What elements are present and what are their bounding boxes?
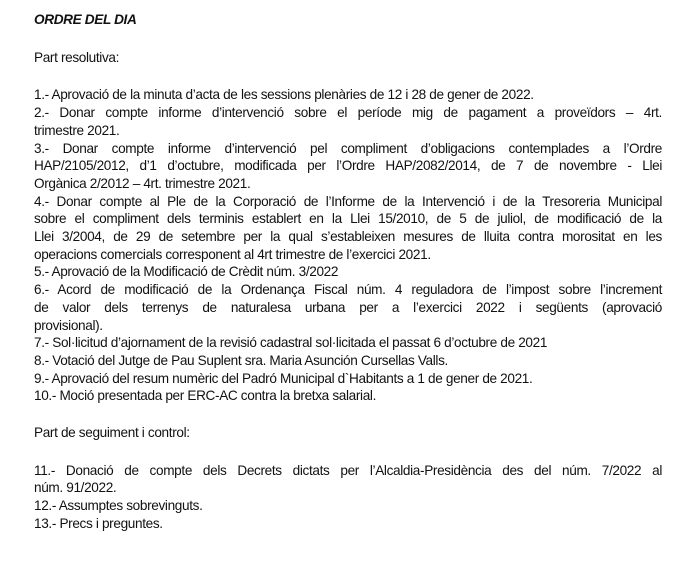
agenda-item-line: Llei 3/2004, de 29 de setembre per la qual s’estableixen mesures de lluita contra morositat en les: [34, 229, 662, 245]
agenda-item-line: núm. 91/2022.: [34, 480, 117, 496]
agenda-item-line: provisional).: [34, 317, 103, 333]
agenda-item-line: 5.- Aprovació de la Modificació de Crèdit núm. 3/2022: [34, 264, 339, 280]
agenda-item-line: 7.- Sol·licitud d’ajornament de la revisió cadastral sol·licitada el passat 6 d’octubre de 2021: [34, 335, 548, 351]
agenda-item: [34, 281, 662, 334]
agenda-item: [34, 263, 662, 281]
agenda-item: [34, 104, 662, 139]
agenda-item: [34, 193, 662, 264]
agenda-item-line: sobre el compliment dels terminis establert en la Llei 15/2010, de 5 de juliol, de modificació de la: [34, 211, 662, 227]
agenda-item-line: 1.- Aprovació de la minuta d’acta de les sessions plenàries de 12 i 28 de gener de 2022.: [34, 87, 534, 103]
section-heading-resolutiva: Part resolutiva:: [34, 49, 120, 65]
agenda-item-line: 11.- Donació de compte dels Decrets dictats per l’Alcaldia-Presidència des del núm. 7/2022 al: [34, 462, 662, 478]
agenda-item: [34, 352, 662, 370]
agenda-item-line: 3.- Donar compte informe d’intervenció pel compliment d’obligacions contemplades a l’Ordre: [34, 140, 662, 156]
agenda-item-line: 4.- Donar compte al Ple de la Corporació de l’Informe de la Intervenció i de la Tresoreria Municipal: [34, 193, 662, 209]
agenda-item-line: de valor dels terrenys de naturalesa urbana per a l’exercici 2022 i següents (aprovació: [34, 299, 662, 315]
agenda-item-line: 13.- Precs i preguntes.: [34, 515, 163, 531]
agenda-item-line: 2.- Donar compte informe d’intervenció sobre el període mig de pagament a proveïdors – 4rt.: [34, 105, 662, 121]
agenda-item-line: 10.- Moció presentada per ERC-AC contra la bretxa salarial.: [34, 388, 377, 404]
agenda-item-line: trimestre 2021.: [34, 122, 120, 138]
agenda-item: [34, 334, 662, 352]
agenda-item: [34, 462, 662, 497]
agenda-item-line: 12.- Assumptes sobrevinguts.: [34, 498, 203, 514]
agenda-item-line: Orgànica 2/2012 – 4rt. trimestre 2021.: [34, 175, 251, 191]
document-title: ORDRE DEL DIA: [34, 12, 137, 27]
agenda-item-line: 9.- Aprovació del resum numèric del Padró Municipal d`Habitants a 1 de gener de 2021.: [34, 370, 533, 386]
agenda-item-line: 8.- Votació del Jutge de Pau Suplent sra. Maria Asunción Cursellas Valls.: [34, 352, 448, 368]
document: [34, 11, 662, 552]
agenda-item-line: 6.- Acord de modificació de la Ordenança Fiscal núm. 4 reguladora de l’impost sobre l’increment: [34, 282, 662, 298]
agenda-item: [34, 497, 662, 515]
agenda-item: [34, 387, 662, 405]
agenda-list-resolutiva: [34, 86, 662, 405]
agenda-item-line: HAP/2105/2012, d’1 d’octubre, modificada per l’Ordre HAP/2082/2014, de 7 de novembre - Llei: [34, 158, 662, 174]
agenda-item: [34, 140, 662, 193]
agenda-item: [34, 370, 662, 388]
agenda-item: [34, 86, 662, 104]
agenda-item-line: operacions comercials corresponent al 4rt trimestre de l’exercici 2021.: [34, 246, 431, 262]
section-heading-seguiment: Part de seguiment i control:: [34, 425, 190, 441]
agenda-item: [34, 515, 662, 533]
agenda-list-seguiment: [34, 462, 662, 533]
